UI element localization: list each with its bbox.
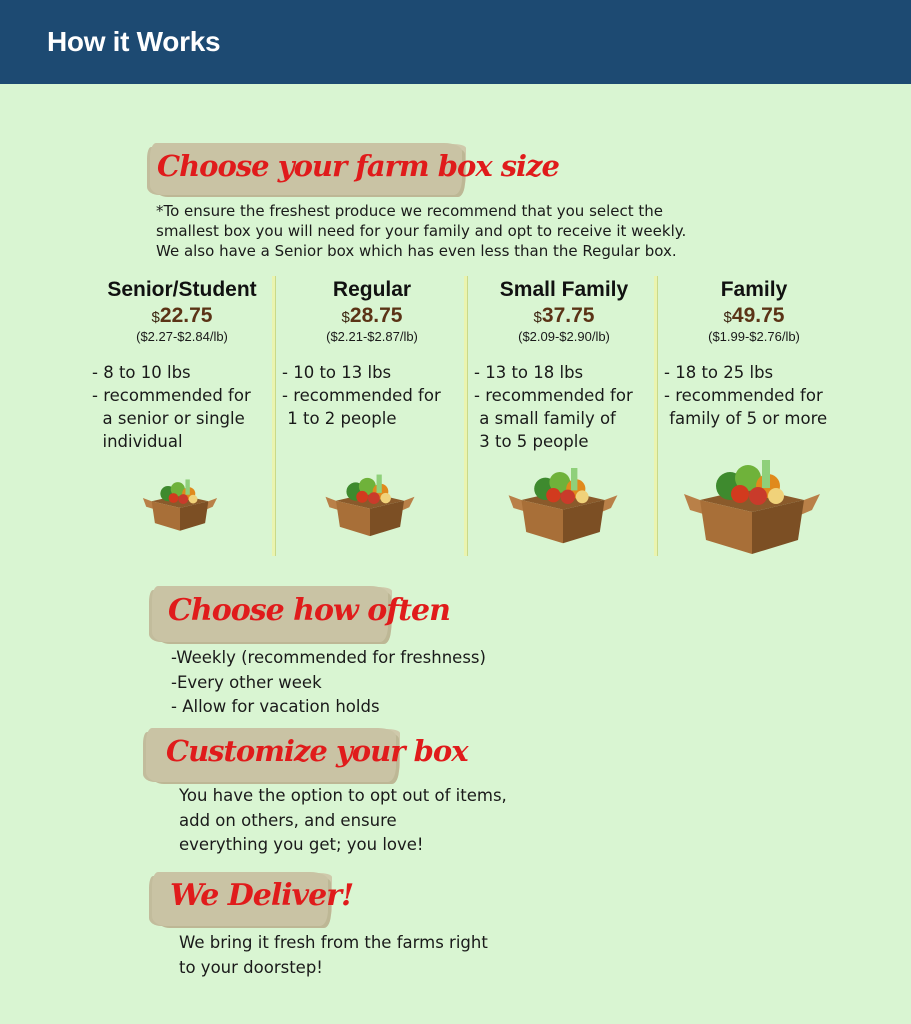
- text-line: everything you get; you love!: [179, 835, 424, 854]
- produce-box-image: [140, 474, 220, 534]
- frequency-list: [171, 646, 486, 720]
- box-price: $49.75: [723, 304, 785, 327]
- list-item: -Weekly (recommended for freshness): [171, 648, 486, 667]
- box-option-regular: [278, 278, 466, 430]
- box-price-per-lb: ($1.99-$2.76/lb): [708, 329, 800, 344]
- deliver-text: [179, 931, 488, 980]
- box-description: - 18 to 25 lbs - recommended for family of 5 or more: [664, 363, 828, 428]
- box-size-intro: [156, 201, 756, 261]
- section-heading-customize: Customize your box: [166, 734, 468, 768]
- list-item: -Every other week: [171, 672, 322, 692]
- box-option-family: [660, 278, 848, 430]
- box-option-senior-student: [88, 278, 276, 453]
- produce-box-image: [680, 450, 824, 560]
- page-header: [0, 0, 911, 84]
- intro-line: We also have a Senior box which has even less than the Regular box.: [156, 242, 677, 260]
- produce-box-image: [322, 468, 418, 540]
- box-name: Small Family: [499, 278, 629, 301]
- box-price-per-lb: ($2.27-$2.84/lb): [136, 329, 228, 344]
- intro-line: smallest box you will need for your family and opt to receive it weekly.: [156, 222, 687, 240]
- section-heading-frequency: Choose how often: [168, 593, 450, 628]
- section-heading-box-size: Choose your farm box size: [157, 149, 559, 183]
- box-name: Regular: [332, 278, 412, 301]
- text-line: add on others, and ensure: [179, 810, 397, 830]
- box-description: - 10 to 13 lbs - recommended for 1 to 2 people: [282, 363, 441, 428]
- text-line: to your doorstep!: [179, 957, 323, 977]
- box-price: $28.75: [341, 304, 403, 327]
- produce-box-image: [505, 460, 621, 548]
- box-name: Senior/Student: [107, 278, 257, 301]
- page-title: How it Works: [47, 26, 221, 57]
- box-option-small-family: [470, 278, 658, 453]
- text-line: You have the option to opt out of items,: [179, 786, 507, 805]
- text-line: We bring it fresh from the farms right: [179, 933, 488, 952]
- box-price: $22.75: [151, 304, 213, 327]
- section-heading-deliver: We Deliver!: [170, 878, 354, 913]
- list-item: - Allow for vacation holds: [171, 697, 380, 716]
- box-description: - 13 to 18 lbs - recommended for a small family of 3 to 5 people: [474, 363, 633, 451]
- box-price-per-lb: ($2.21-$2.87/lb): [326, 329, 418, 344]
- box-price: $37.75: [533, 304, 595, 327]
- box-description: - 8 to 10 lbs - recommended for a senior or single individual: [92, 363, 251, 451]
- box-price-per-lb: ($2.09-$2.90/lb): [518, 329, 610, 344]
- customize-text: [179, 784, 507, 858]
- box-name: Family: [720, 278, 788, 301]
- intro-line: *To ensure the freshest produce we recommend that you select the: [156, 202, 664, 220]
